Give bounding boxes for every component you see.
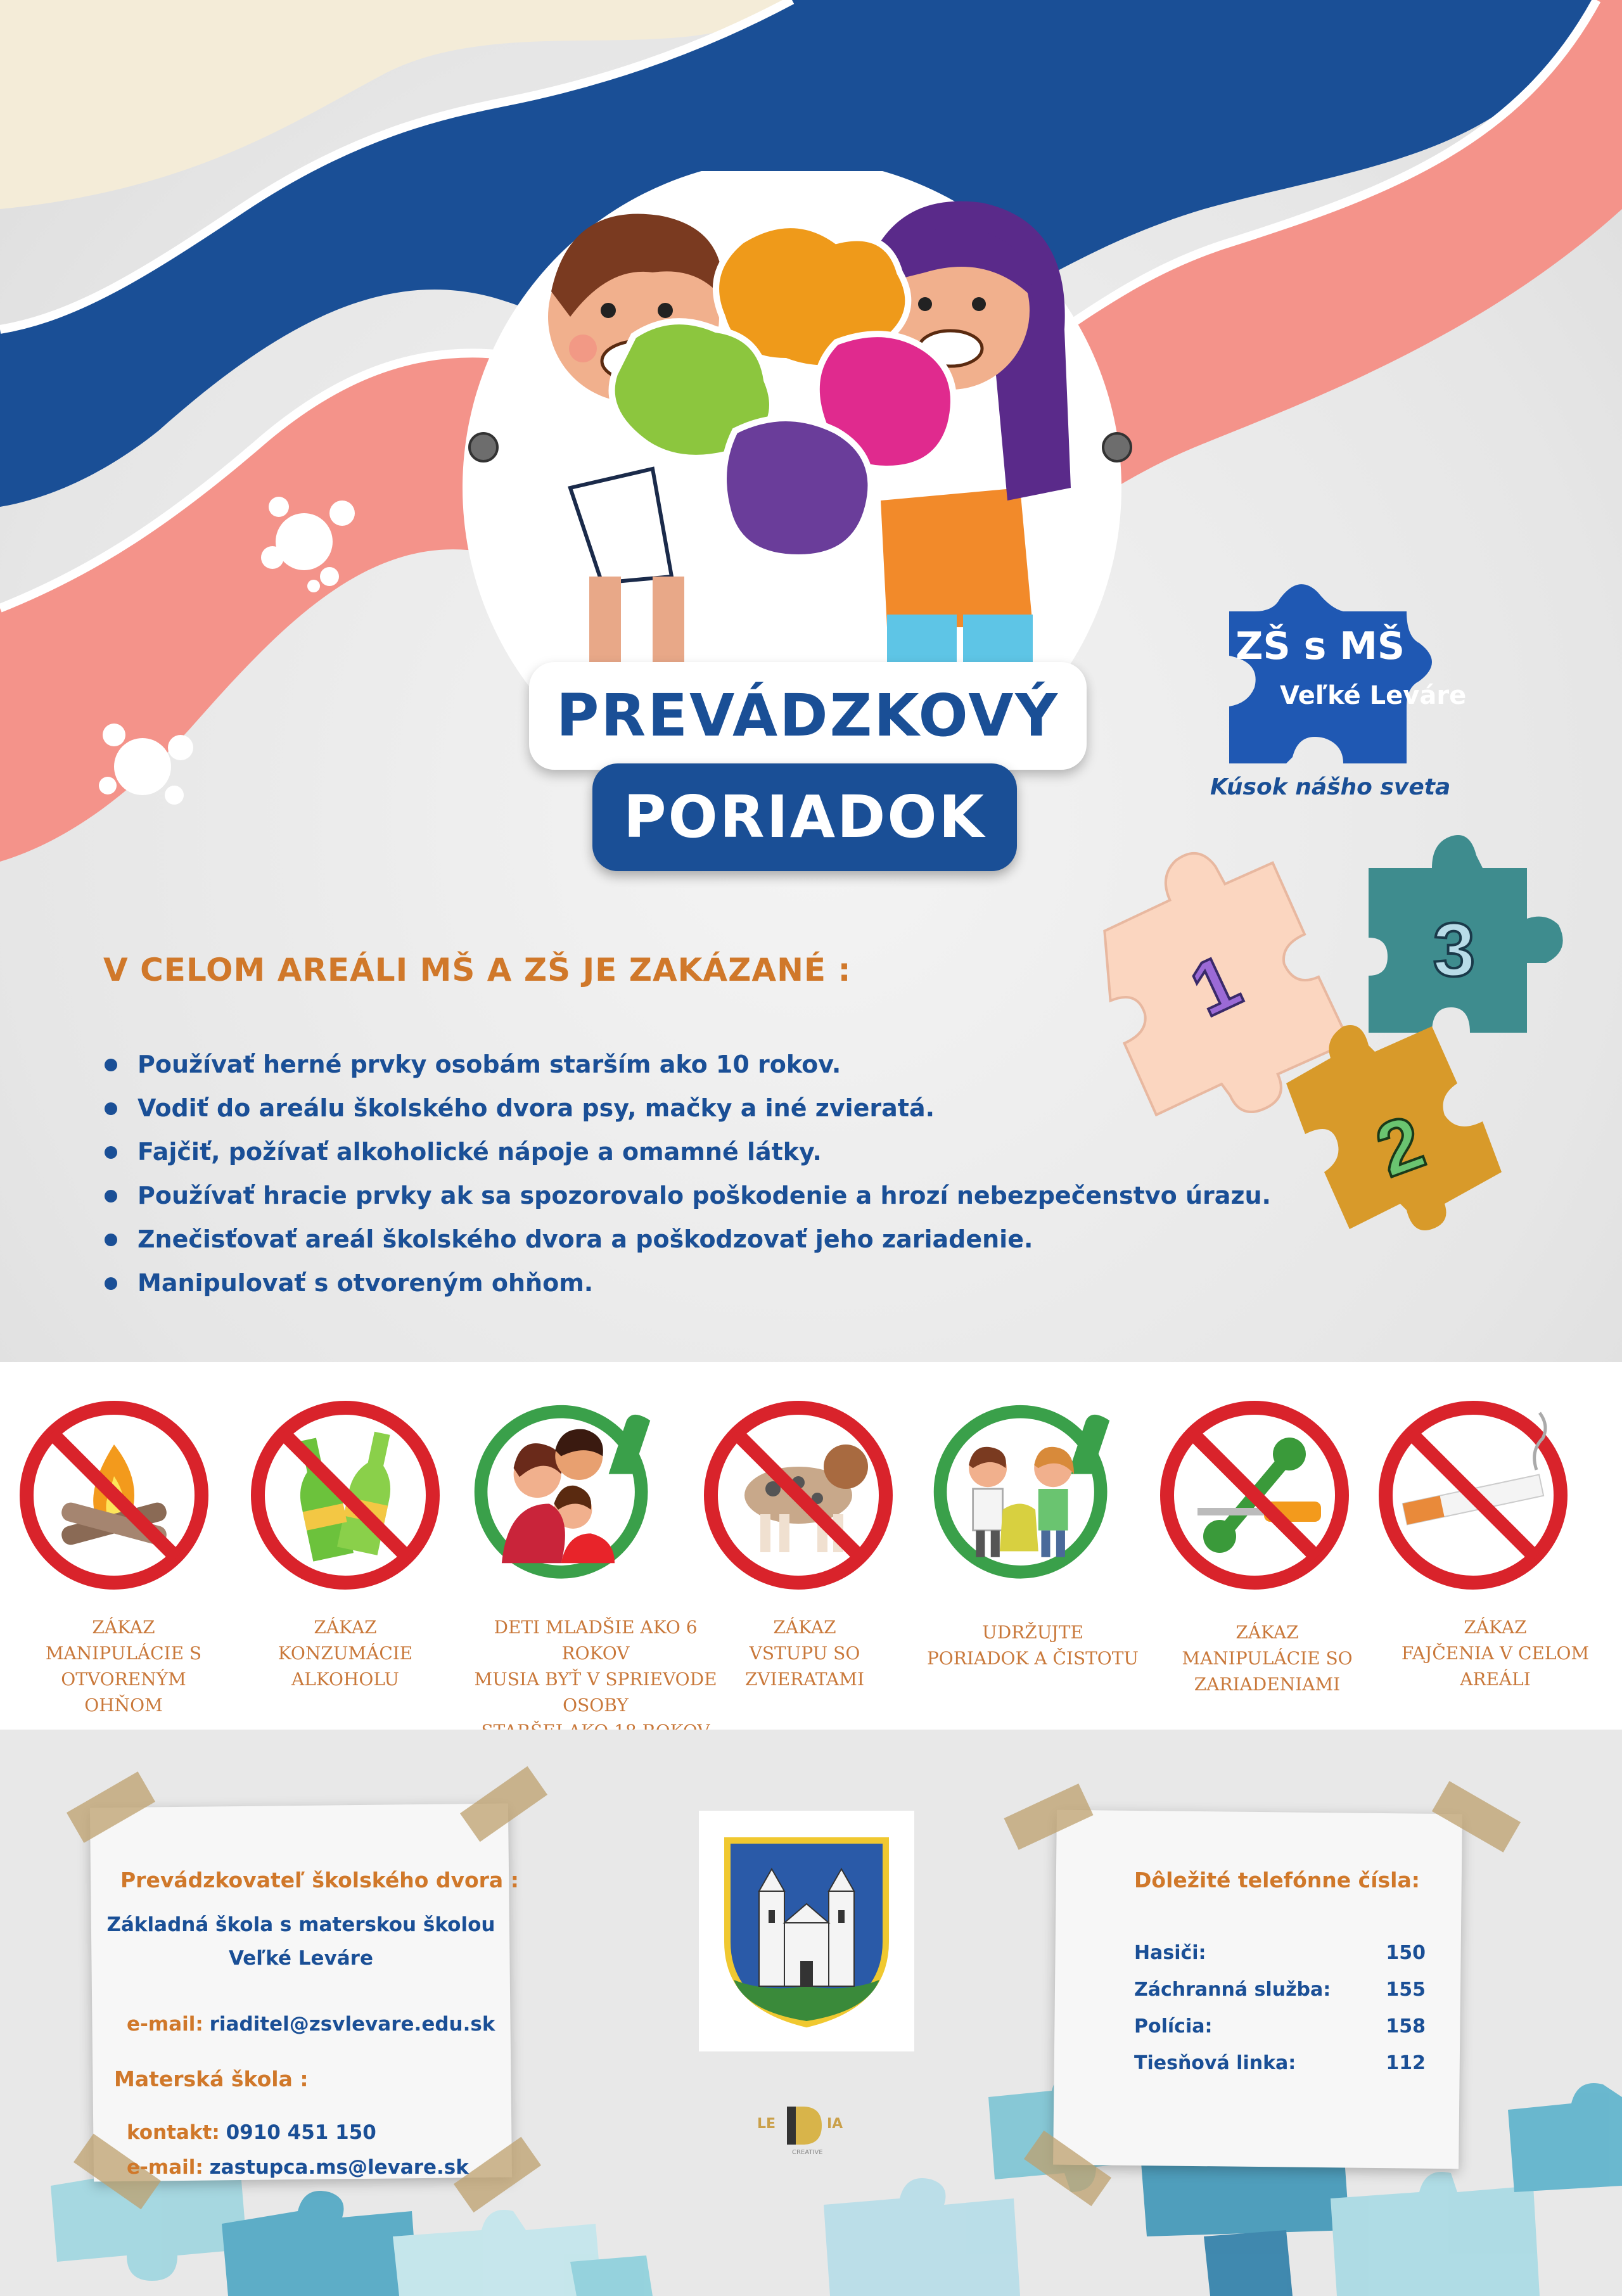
ms-email: e-mail: zastupca.ms@levare.sk: [127, 2156, 469, 2179]
list-item: Používať herné prvky osobám starším ako 10 rokov.: [105, 1049, 1308, 1092]
list-item: Vodiť do areálu školského dvora psy, mačky a iné zvieratá.: [105, 1092, 1308, 1136]
puzzle-number-1: 1: [1178, 938, 1253, 1033]
operator-name-line2: Veľké Leváre: [228, 1947, 373, 1970]
list-item: Manipulovať s otvoreným ohňom.: [105, 1267, 1308, 1311]
cigarette-icon: [1378, 1400, 1568, 1590]
puzzle-number-2: 2: [1365, 1099, 1434, 1194]
creator-logo-icon: [781, 2103, 825, 2148]
school-logo-puzzle-icon: [1216, 573, 1445, 782]
sign-caption: UDRŽUJTE PORIADOK A ČISTOTU: [926, 1622, 1139, 1669]
puzzle-3-icon: [1369, 835, 1563, 1033]
sign-caption: DETI MLADŠIE AKO 6 ROKOV MUSIA BYŤ V SPRIEVODE OSOBY: [474, 1617, 717, 1716]
school-logo-abbr: ZŠ s MŠ: [1236, 624, 1405, 668]
list-item: Fajčiť, požívať alkoholické nápoje a omamné látky.: [105, 1136, 1308, 1180]
sign-caption: ZÁKAZ KONZUMÁCIE ALKOHOLU: [278, 1617, 413, 1690]
list-item: Používať hracie prvky ak sa spozorovalo poškodenie a hrozí nebezpečenstvo úrazu.: [105, 1180, 1308, 1223]
family-icon: [472, 1394, 662, 1584]
puzzle-number-3: 3: [1433, 907, 1476, 992]
rules-list: [105, 1049, 1308, 1311]
sign-caption: ZÁKAZ MANIPULÁCIE S OTVORENÝM OHŇOM: [45, 1617, 202, 1716]
sign-caption: ZÁKAZ MANIPULÁCIE SO ZARIADENIAMI: [1182, 1622, 1353, 1695]
dog-icon: [703, 1400, 893, 1590]
bullet-icon: [105, 1146, 117, 1159]
sign-caption: ZÁKAZ VSTUPU SO ZVIERATAMI: [744, 1617, 865, 1690]
sign-caption: ZÁKAZ FAJČENIA V CELOM AREÁLI: [1401, 1617, 1590, 1690]
phones-table: [1134, 1942, 1426, 2089]
phones-heading: Dôležité telefónne čísla:: [1134, 1868, 1420, 1892]
creator-logo: LE: [757, 2116, 776, 2132]
table-row: Polícia: 158: [1134, 2015, 1426, 2038]
operator-heading: Prevádzkovateľ školského dvora :: [120, 1868, 519, 1892]
operator-email-link[interactable]: riaditel@zsvlevare.edu.sk: [209, 2013, 495, 2036]
bullet-icon: [105, 1190, 117, 1202]
page-title-line1: PREVÁDZKOVÝ: [556, 682, 1060, 749]
beer-bottles-icon: [250, 1400, 440, 1590]
school-logo-town: Veľké Leváre: [1280, 681, 1467, 710]
ms-email-link[interactable]: zastupca.ms@levare.sk: [209, 2156, 469, 2179]
campfire-icon: [19, 1400, 209, 1590]
list-item: Znečisťovať areál školského dvora a poškodzovať jeho zariadenie.: [105, 1223, 1308, 1267]
children-cleaning-icon: [931, 1394, 1121, 1584]
bullet-icon: [105, 1102, 117, 1115]
ms-heading: Materská škola :: [114, 2067, 309, 2091]
coat-of-arms-icon: [721, 1834, 892, 2031]
school-logo-slogan: Kúsok nášho sveta: [1210, 774, 1451, 800]
table-row: Tiesňová linka: 112: [1134, 2052, 1426, 2074]
bullet-icon: [105, 1059, 117, 1071]
operator-email: e-mail: riaditel@zsvlevare.edu.sk: [127, 2013, 495, 2036]
section-heading: V CELOM AREÁLI MŠ A ZŠ JE ZAKÁZANÉ :: [103, 952, 852, 988]
tools-icon: [1159, 1400, 1350, 1590]
operator-name-line1: Základná škola s materskou školou: [106, 1913, 495, 1936]
table-row: Záchranná služba: 155: [1134, 1979, 1426, 2001]
table-row: Hasiči: 150: [1134, 1942, 1426, 1964]
ms-contact: kontakt: 0910 451 150: [127, 2121, 376, 2144]
bullet-icon: [105, 1234, 117, 1246]
page-title-line2: PORIADOK: [623, 783, 986, 851]
bullet-icon: [105, 1277, 117, 1290]
